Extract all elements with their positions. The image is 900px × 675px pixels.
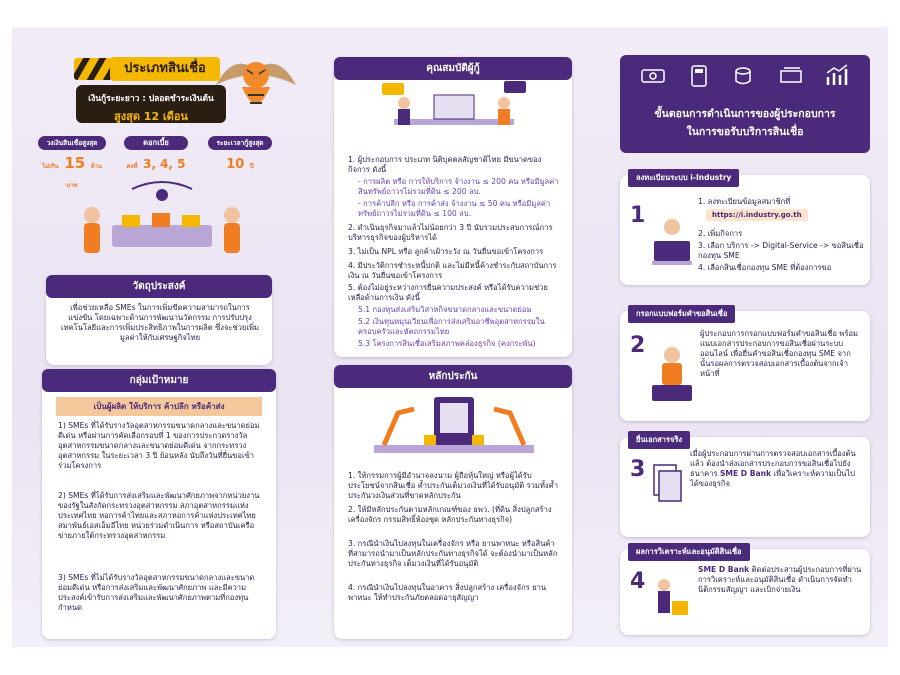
qual-item-5-3: 5.3 โครงการสินเชื่อเสริมสภาพคล่องธุรกิจ (คงกระพัน) [358, 339, 536, 348]
target-subheading: เป็นผู้ผลิต ให้บริการ ค้าปลีก หรือค้าส่ง [56, 397, 262, 416]
growth-chart-icon [824, 63, 850, 89]
target-item-3: 3) SMEs ที่ไม่ได้รับรางวัลอุตสาหกรรมขนาดกลางและขนาดย่อมดีเด่น หรือการส่งเสริมและพัฒนาศักยภาพ และมีความประสงค์เข้ารับการส่งเสริมและพัฒนาศักยภาพตามที่กองทุนกำหนด [58, 573, 255, 612]
step1-line-2: 2. เพิ่มกิจการ [698, 229, 743, 238]
stat-label-term: ระยะเวลากู้สูงสุด [208, 136, 272, 150]
collateral-card [334, 365, 572, 639]
collateral-item-1: 1. ให้กรรมการผู้มีอำนาจลงนาม ผู้ถือหุ้นใหญ่ หรือผู้ได้รับประโยชน์จากสินเชื่อ ค้ำประกันเต็มวงเงินที่ได้รับอนุมัติ รวมทั้งค้ำประกันวงเงินส่วนที่ขาดหลักประกัน [348, 471, 558, 500]
step-card-2 [620, 311, 870, 421]
qual-item-1: 1. ผู้ประกอบการ ประเภท นิติบุคคลสัญชาติไทย มีขนาดของกิจการ ดังนี้ [348, 155, 542, 174]
qual-item-5-1: 5.1 กองทุนส่งเสริมวิสาหกิจขนาดกลางและขนาดย่อม [358, 305, 532, 314]
qual-item-1b: - การค้าปลีก หรือ การค้าส่ง จ้างงาน ≤ 50 คน หรือมีมูลค่าทรัพย์ถาวรไม่รวมที่ดิน ≤ 100 ลบ. [358, 199, 551, 218]
loan-type-title: ประเภทสินเชื่อ [110, 57, 220, 81]
step4-text [698, 565, 864, 595]
step-tag-1: ลงทะเบียนระบบ i-Industry [628, 169, 739, 187]
step-number-3: 3 [630, 457, 646, 482]
loan-subtitle-1: เงินกู้ระยะยาว : ปลอดชำระเงินต้น [88, 94, 214, 104]
robot-factory-illustration [364, 389, 544, 465]
step-tag-3: ยื่นเอกสารจริง [628, 431, 690, 449]
stat-number-interest: 3, 4, 5 [142, 157, 186, 171]
step-tag-4: ผลการวิเคราะห์และอนุมัติสินเชื่อ [628, 543, 750, 561]
team-illustration [374, 79, 534, 149]
target-title: กลุ่มเป้าหมาย [42, 369, 276, 392]
step1-line-4: 4. เลือกสินเชื่อกองทุน SME ที่ต้องการขอ [698, 263, 832, 272]
laptop-person-illustration [650, 211, 694, 271]
target-card [42, 369, 276, 639]
step-number-4: 4 [630, 569, 646, 594]
i-industry-link[interactable]: https://i.industry.go.th [706, 209, 808, 221]
stat-number-term: 10 [226, 157, 245, 172]
step3-text-a: เมื่อผู้ประกอบการผ่านการตรวจสอบเอกสารเบื้องต้นแล้ว ต้องนำส่งเอกสารประกอบการขอสินเชื่อไปยังธนาคาร [690, 449, 856, 478]
step-number-1: 1 [630, 203, 646, 228]
banknote-icon [778, 63, 804, 89]
stat-label-interest: ดอกเบี้ย [124, 136, 188, 150]
step-card-1 [620, 175, 870, 285]
objective-card [46, 275, 272, 365]
objective-text: เพื่อช่วยเหลือ SMEs ในการเพิ่มขีดความสามารถในการแข่งขัน โดยเฉพาะด้านการพัฒนานวัตกรรม การปรับปรุงเทคโนโลยีและการเพิ่มประสิทธิภาพในการผลิต ซึ่งจะช่วยเพิ่มมูลค่าให้กับเศรษฐกิจไทย [61, 303, 259, 342]
step-number-2: 2 [630, 333, 646, 358]
stat-prefix-interest: คงที่ [126, 163, 138, 170]
stat-number-limit: 15 [64, 154, 86, 172]
step3-text [690, 449, 862, 489]
target-item-1: 1) SMEs ที่ได้รับรางวัลอุตสาหกรรมขนาดกลางและขนาดย่อมดีเด่น หรือผ่านการคัดเลือกรอบที่ 1 ของการประกวดรางวัลอุตสาหกรรมขนาดกลางและขนาดย่อมดีเด่น จากกระทรวงอุตสาหกรรม ในระยะเวลา 3 ปี ย้อนหลัง นับถึงวันที่ยื่นขอเข้าร่วมโครงการ [58, 421, 260, 470]
stat-label-limit: วงเงินสินเชื่อสูงสุด [38, 136, 106, 150]
process-icons-row [630, 63, 860, 93]
step1-line-3: 3. เลือก บริการ -> Digital-Service -> ขอสินเชื่อกองทุน SME [698, 241, 864, 260]
step3-text-b: เพื่อวิเคราะห์ความเป็นไปได้ของธุรกิจ [690, 469, 855, 488]
process-header [620, 55, 870, 153]
objective-title: วัตถุประสงค์ [46, 275, 272, 298]
stat-value-interest [124, 153, 188, 172]
collateral-item-4: 4. กรณีนำเงินไปลงทุนในอาคาร สิ่งปลูกสร้าง เครื่องจักร ยานพาหนะ ให้ทำประกันภัยตลอดอายุสัญญา [348, 583, 547, 602]
collateral-item-2: 2. ให้มีหลักประกันตามหลักเกณฑ์ของ ธพว. (ที่ดิน สิ่งปลูกสร้าง เครื่องจักร กรรมสิทธิ์ห้องชุด หลักประกันทางธุรกิจ) [348, 505, 552, 524]
step-card-4 [620, 549, 870, 635]
qual-item-1a: - การผลิต หรือ การให้บริการ จ้างงาน ≤ 200 คน หรือมีมูลค่าสินทรัพย์ถาวรไม่รวมที่ดิน ≤ 200 ลบ. [358, 177, 559, 196]
loan-subtitle-2: สูงสุด 12 เดือน [114, 110, 188, 123]
process-title-1: ขั้นตอนการดำเนินการของผู้ประกอบการ [654, 108, 836, 120]
qualification-card [334, 57, 572, 357]
stat-prefix-limit: ไม่เกิน [42, 163, 59, 170]
money-icon [640, 63, 666, 89]
form-laptop-illustration [650, 341, 694, 407]
step-card-3 [620, 437, 870, 537]
collateral-title: หลักประกัน [334, 365, 572, 388]
target-item-2: 2) SMEs ที่ได้รับการส่งเสริมและพัฒนาศักยภาพจากหน่วยงานของรัฐในสังกัดกระทรวงอุตสาหกรรม สภาอุตสาหกรรมแห่งประเทศไทย หอการค้าไทยและสภาหอการค้าแห่งประเทศไทย สมาพันธ์เอสเอ็มอีไทย หน่วยร่วมดำเนินการ หรือสถาบันเครือข่ายภายใต้กระทรวงอุตสาหกรรม [58, 491, 260, 540]
step1-line-1: 1. ลงทะเบียนข้อมูลสมาชิกที่ [698, 197, 791, 206]
calculator-icon [686, 63, 712, 89]
handshake-illustration [650, 575, 690, 621]
process-title-2: ในการขอรับบริการสินเชื่อ [686, 126, 804, 138]
loan-type-banner [76, 85, 226, 123]
step-tag-2: กรอกแบบฟอร์มคำขอสินเชื่อ [628, 305, 735, 323]
factory-illustration [72, 175, 252, 271]
stat-value-term [208, 153, 272, 172]
qual-item-2: 2. ดำเนินธุรกิจมาแล้วไม่น้อยกว่า 3 ปี นับรวมประสบการณ์การบริหารธุรกิจของผู้บริหารได้ [348, 223, 553, 242]
brochure-page [12, 27, 888, 647]
qualification-title: คุณสมบัติผู้กู้ [334, 57, 572, 80]
qual-item-5-2: 5.2 เงินทุนหมุนเวียนเพื่อการส่งเสริมอาชีพอุตสาหกรรมในครอบครัวและหัตถกรรมไทย [358, 317, 545, 336]
qual-item-3: 3. ไม่เป็น NPL หรือ ลูกค้าเฝ้าระวัง ณ วันยื่นขอเข้าโครงการ [348, 247, 544, 256]
step3-bank-name: SME D Bank [719, 469, 772, 478]
coins-icon [732, 63, 758, 89]
step2-text: ผู้ประกอบการกรอกแบบฟอร์มคำขอสินเชื่อ พร้อมแนบเอกสารประกอบการขอสินเชื่อผ่านระบบออนไลน์ เพื่อยื่นคำขอสินเชื่อกองทุน SME จากนั้นรอผลการตรวจสอบเอกสารเบื้องต้นจากเจ้าหน้าที่ [700, 329, 859, 378]
collateral-item-3: 3. กรณีนำเงินไปลงทุนในเครื่องจักร หรือ ยานพาหนะ หรือสินค้า ที่สามารถนำมาเป็นหลักประกันทางธุรกิจได้ จะต้องนำมาเป็นหลักประกันทางธุรกิจ เต็มวงเงินที่ได้รับอนุมัติ [348, 539, 558, 568]
stat-suffix-limit: ล้านบาท [66, 163, 102, 189]
step4-bank-name: SME D Bank [698, 565, 750, 574]
documents-illustration [650, 461, 684, 511]
qual-item-4: 4. มีประวัติการชำระหนี้ปกติ และไม่มีหนี้ค้างชำระกับสถาบันการเงิน ณ วันยื่นขอเข้าโครงการ [348, 261, 557, 280]
step4-text-a: ติดต่อประสานผู้ประกอบการที่ผ่านการวิเคราะห์และอนุมัติสินเชื่อ ดำเนินการจัดทำนิติกรรมสัญญา และเบิกจ่ายเงิน [698, 565, 862, 594]
stat-suffix-term: ปี [249, 163, 254, 170]
qual-item-5: 5. ต้องไม่อยู่ระหว่างการยื่นความประสงค์ หรือได้รับความช่วยเหลือด้านการเงิน ดังนี้ [348, 283, 548, 302]
